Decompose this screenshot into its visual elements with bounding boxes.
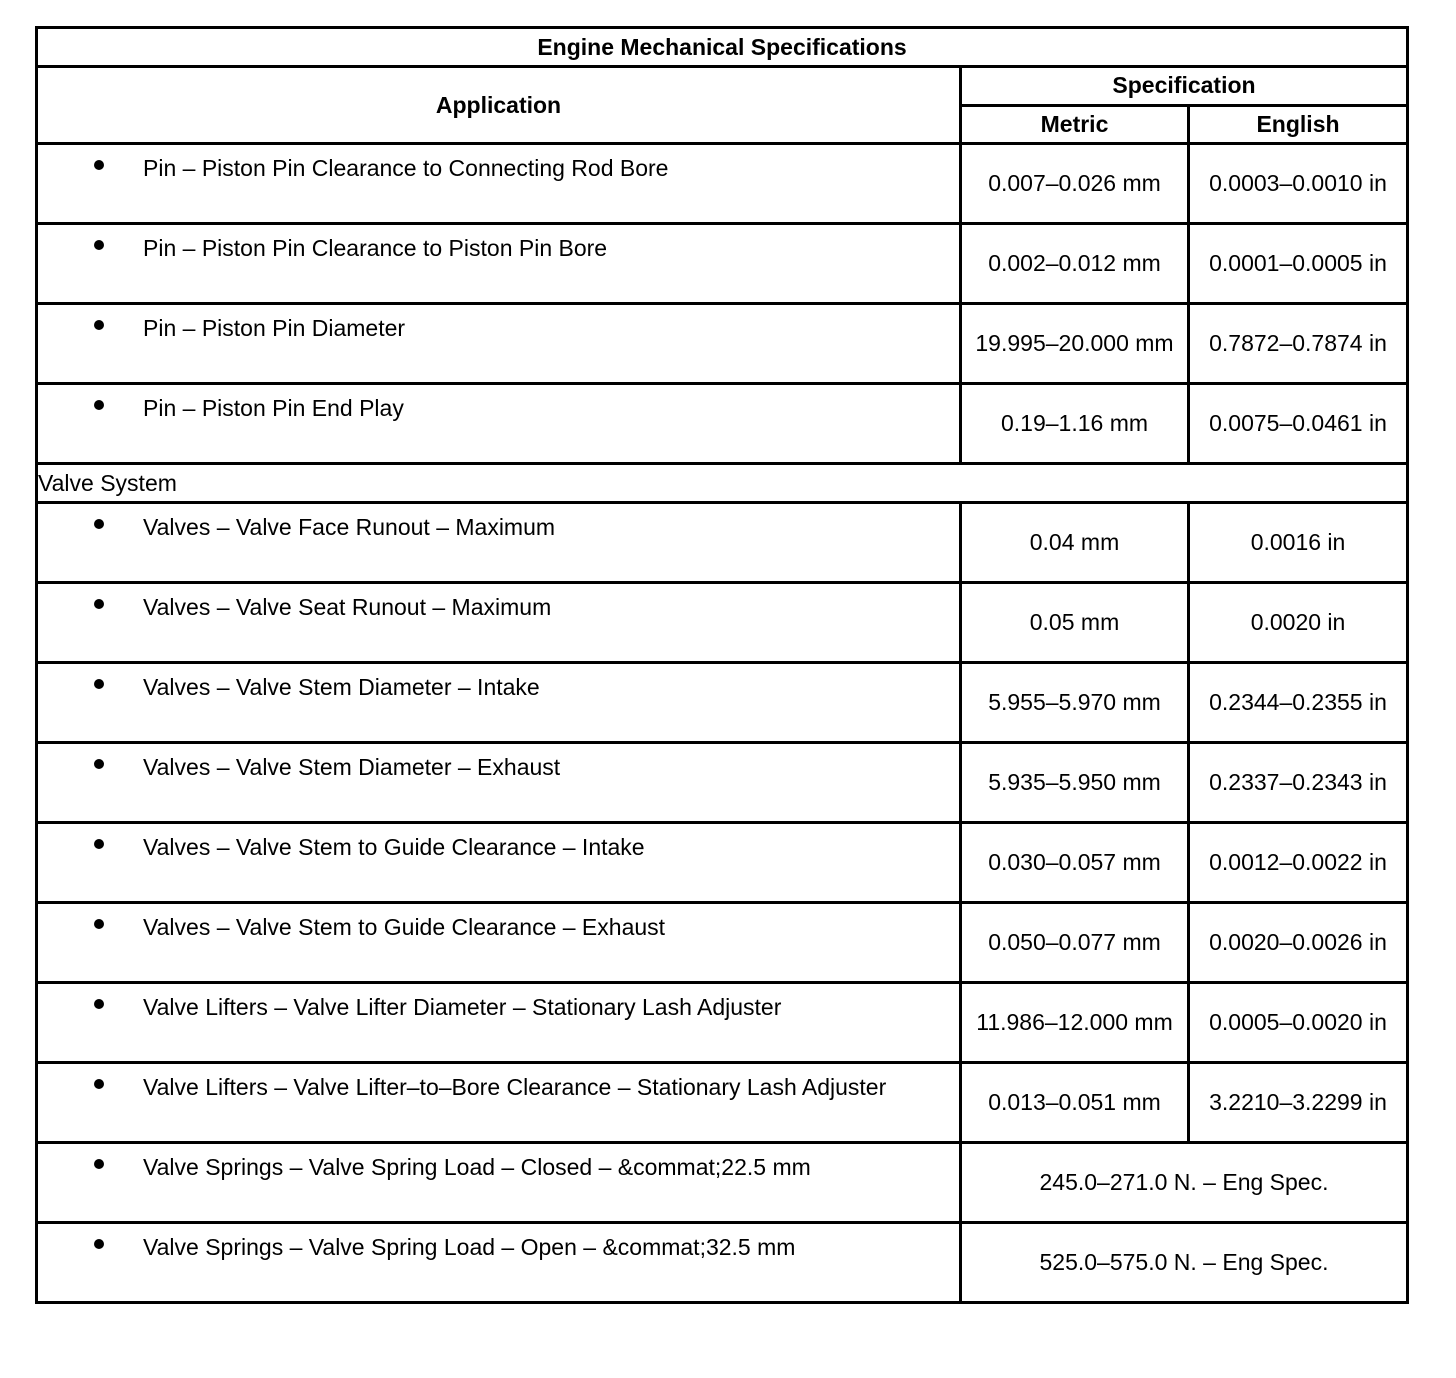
- english-cell: 0.2344–0.2355 in: [1189, 663, 1408, 743]
- application-text: Pin – Piston Pin End Play: [143, 395, 404, 421]
- table-row: [37, 1223, 1408, 1303]
- application-text: Valve Springs – Valve Spring Load – Open – &commat;32.5 mm: [143, 1234, 796, 1260]
- application-text: Valves – Valve Stem to Guide Clearance – Intake: [143, 834, 645, 860]
- application-cell: [37, 503, 961, 583]
- application-cell: [37, 983, 961, 1063]
- metric-cell: 5.935–5.950 mm: [961, 743, 1189, 823]
- bullet-icon: [94, 679, 104, 689]
- table-row: [37, 503, 1408, 583]
- metric-cell: 0.030–0.057 mm: [961, 823, 1189, 903]
- english-header: English: [1189, 105, 1408, 144]
- bullet-icon: [94, 519, 104, 529]
- application-cell: [37, 1223, 961, 1303]
- metric-header: Metric: [961, 105, 1189, 144]
- metric-cell: 0.04 mm: [961, 503, 1189, 583]
- engine-spec-table: [35, 26, 1409, 1304]
- english-cell: 0.0016 in: [1189, 503, 1408, 583]
- table-row: [37, 743, 1408, 823]
- metric-cell: 0.050–0.077 mm: [961, 903, 1189, 983]
- english-cell: 0.0020–0.0026 in: [1189, 903, 1408, 983]
- metric-cell: 0.19–1.16 mm: [961, 384, 1189, 464]
- bullet-icon: [94, 160, 104, 170]
- english-cell: 0.0012–0.0022 in: [1189, 823, 1408, 903]
- section-label: Valve System: [37, 464, 1408, 503]
- application-text: Valves – Valve Face Runout – Maximum: [143, 514, 556, 540]
- table-row: [37, 384, 1408, 464]
- table-row: [37, 983, 1408, 1063]
- table-title: Engine Mechanical Specifications: [37, 28, 1408, 67]
- application-text: Pin – Piston Pin Clearance to Piston Pin Bore: [143, 235, 608, 261]
- english-cell: 0.0001–0.0005 in: [1189, 224, 1408, 304]
- bullet-icon: [94, 400, 104, 410]
- application-cell: [37, 1143, 961, 1223]
- english-cell: 0.7872–0.7874 in: [1189, 304, 1408, 384]
- bullet-icon: [94, 240, 104, 250]
- table-row: [37, 144, 1408, 224]
- table-row: [37, 823, 1408, 903]
- application-cell: [37, 903, 961, 983]
- metric-cell: 0.013–0.051 mm: [961, 1063, 1189, 1143]
- application-cell: [37, 1063, 961, 1143]
- bullet-icon: [94, 599, 104, 609]
- application-text: Valves – Valve Stem to Guide Clearance – Exhaust: [143, 914, 666, 940]
- english-cell: 0.0005–0.0020 in: [1189, 983, 1408, 1063]
- application-text: Valve Lifters – Valve Lifter Diameter – Stationary Lash Adjuster: [143, 994, 782, 1020]
- application-cell: [37, 743, 961, 823]
- metric-cell: 11.986–12.000 mm: [961, 983, 1189, 1063]
- application-cell: [37, 823, 961, 903]
- application-text: Pin – Piston Pin Clearance to Connecting Rod Bore: [143, 155, 669, 181]
- table-row: [37, 903, 1408, 983]
- application-text: Pin – Piston Pin Diameter: [143, 315, 406, 341]
- table-row: [37, 583, 1408, 663]
- specification-header: Specification: [961, 67, 1408, 106]
- bullet-icon: [94, 759, 104, 769]
- bullet-icon: [94, 1159, 104, 1169]
- table-row: [37, 224, 1408, 304]
- application-header: Application: [37, 67, 961, 144]
- application-cell: [37, 663, 961, 743]
- english-cell: 0.0003–0.0010 in: [1189, 144, 1408, 224]
- application-text: Valves – Valve Stem Diameter – Exhaust: [143, 754, 561, 780]
- section-row: [37, 464, 1408, 503]
- english-cell: 0.0020 in: [1189, 583, 1408, 663]
- header-row: [37, 67, 1408, 106]
- application-text: Valve Springs – Valve Spring Load – Closed – &commat;22.5 mm: [143, 1154, 811, 1180]
- table-row: [37, 663, 1408, 743]
- application-cell: [37, 224, 961, 304]
- english-cell: 0.0075–0.0461 in: [1189, 384, 1408, 464]
- metric-cell: 0.05 mm: [961, 583, 1189, 663]
- metric-cell: 0.002–0.012 mm: [961, 224, 1189, 304]
- application-cell: [37, 583, 961, 663]
- application-cell: [37, 384, 961, 464]
- bullet-icon: [94, 1079, 104, 1089]
- metric-cell: 19.995–20.000 mm: [961, 304, 1189, 384]
- spec-cell: 525.0–575.0 N. – Eng Spec.: [961, 1223, 1408, 1303]
- table-row: [37, 1063, 1408, 1143]
- bullet-icon: [94, 320, 104, 330]
- metric-cell: 0.007–0.026 mm: [961, 144, 1189, 224]
- bullet-icon: [94, 1239, 104, 1249]
- bullet-icon: [94, 919, 104, 929]
- application-text: Valves – Valve Seat Runout – Maximum: [143, 594, 552, 620]
- table-row: [37, 304, 1408, 384]
- table-title-row: [37, 28, 1408, 67]
- spec-cell: 245.0–271.0 N. – Eng Spec.: [961, 1143, 1408, 1223]
- application-cell: [37, 304, 961, 384]
- english-cell: 3.2210–3.2299 in: [1189, 1063, 1408, 1143]
- metric-cell: 5.955–5.970 mm: [961, 663, 1189, 743]
- english-cell: 0.2337–0.2343 in: [1189, 743, 1408, 823]
- application-text: Valve Lifters – Valve Lifter–to–Bore Clearance – Stationary Lash Adjuster: [143, 1074, 887, 1100]
- bullet-icon: [94, 839, 104, 849]
- table-row: [37, 1143, 1408, 1223]
- application-cell: [37, 144, 961, 224]
- bullet-icon: [94, 999, 104, 1009]
- application-text: Valves – Valve Stem Diameter – Intake: [143, 674, 540, 700]
